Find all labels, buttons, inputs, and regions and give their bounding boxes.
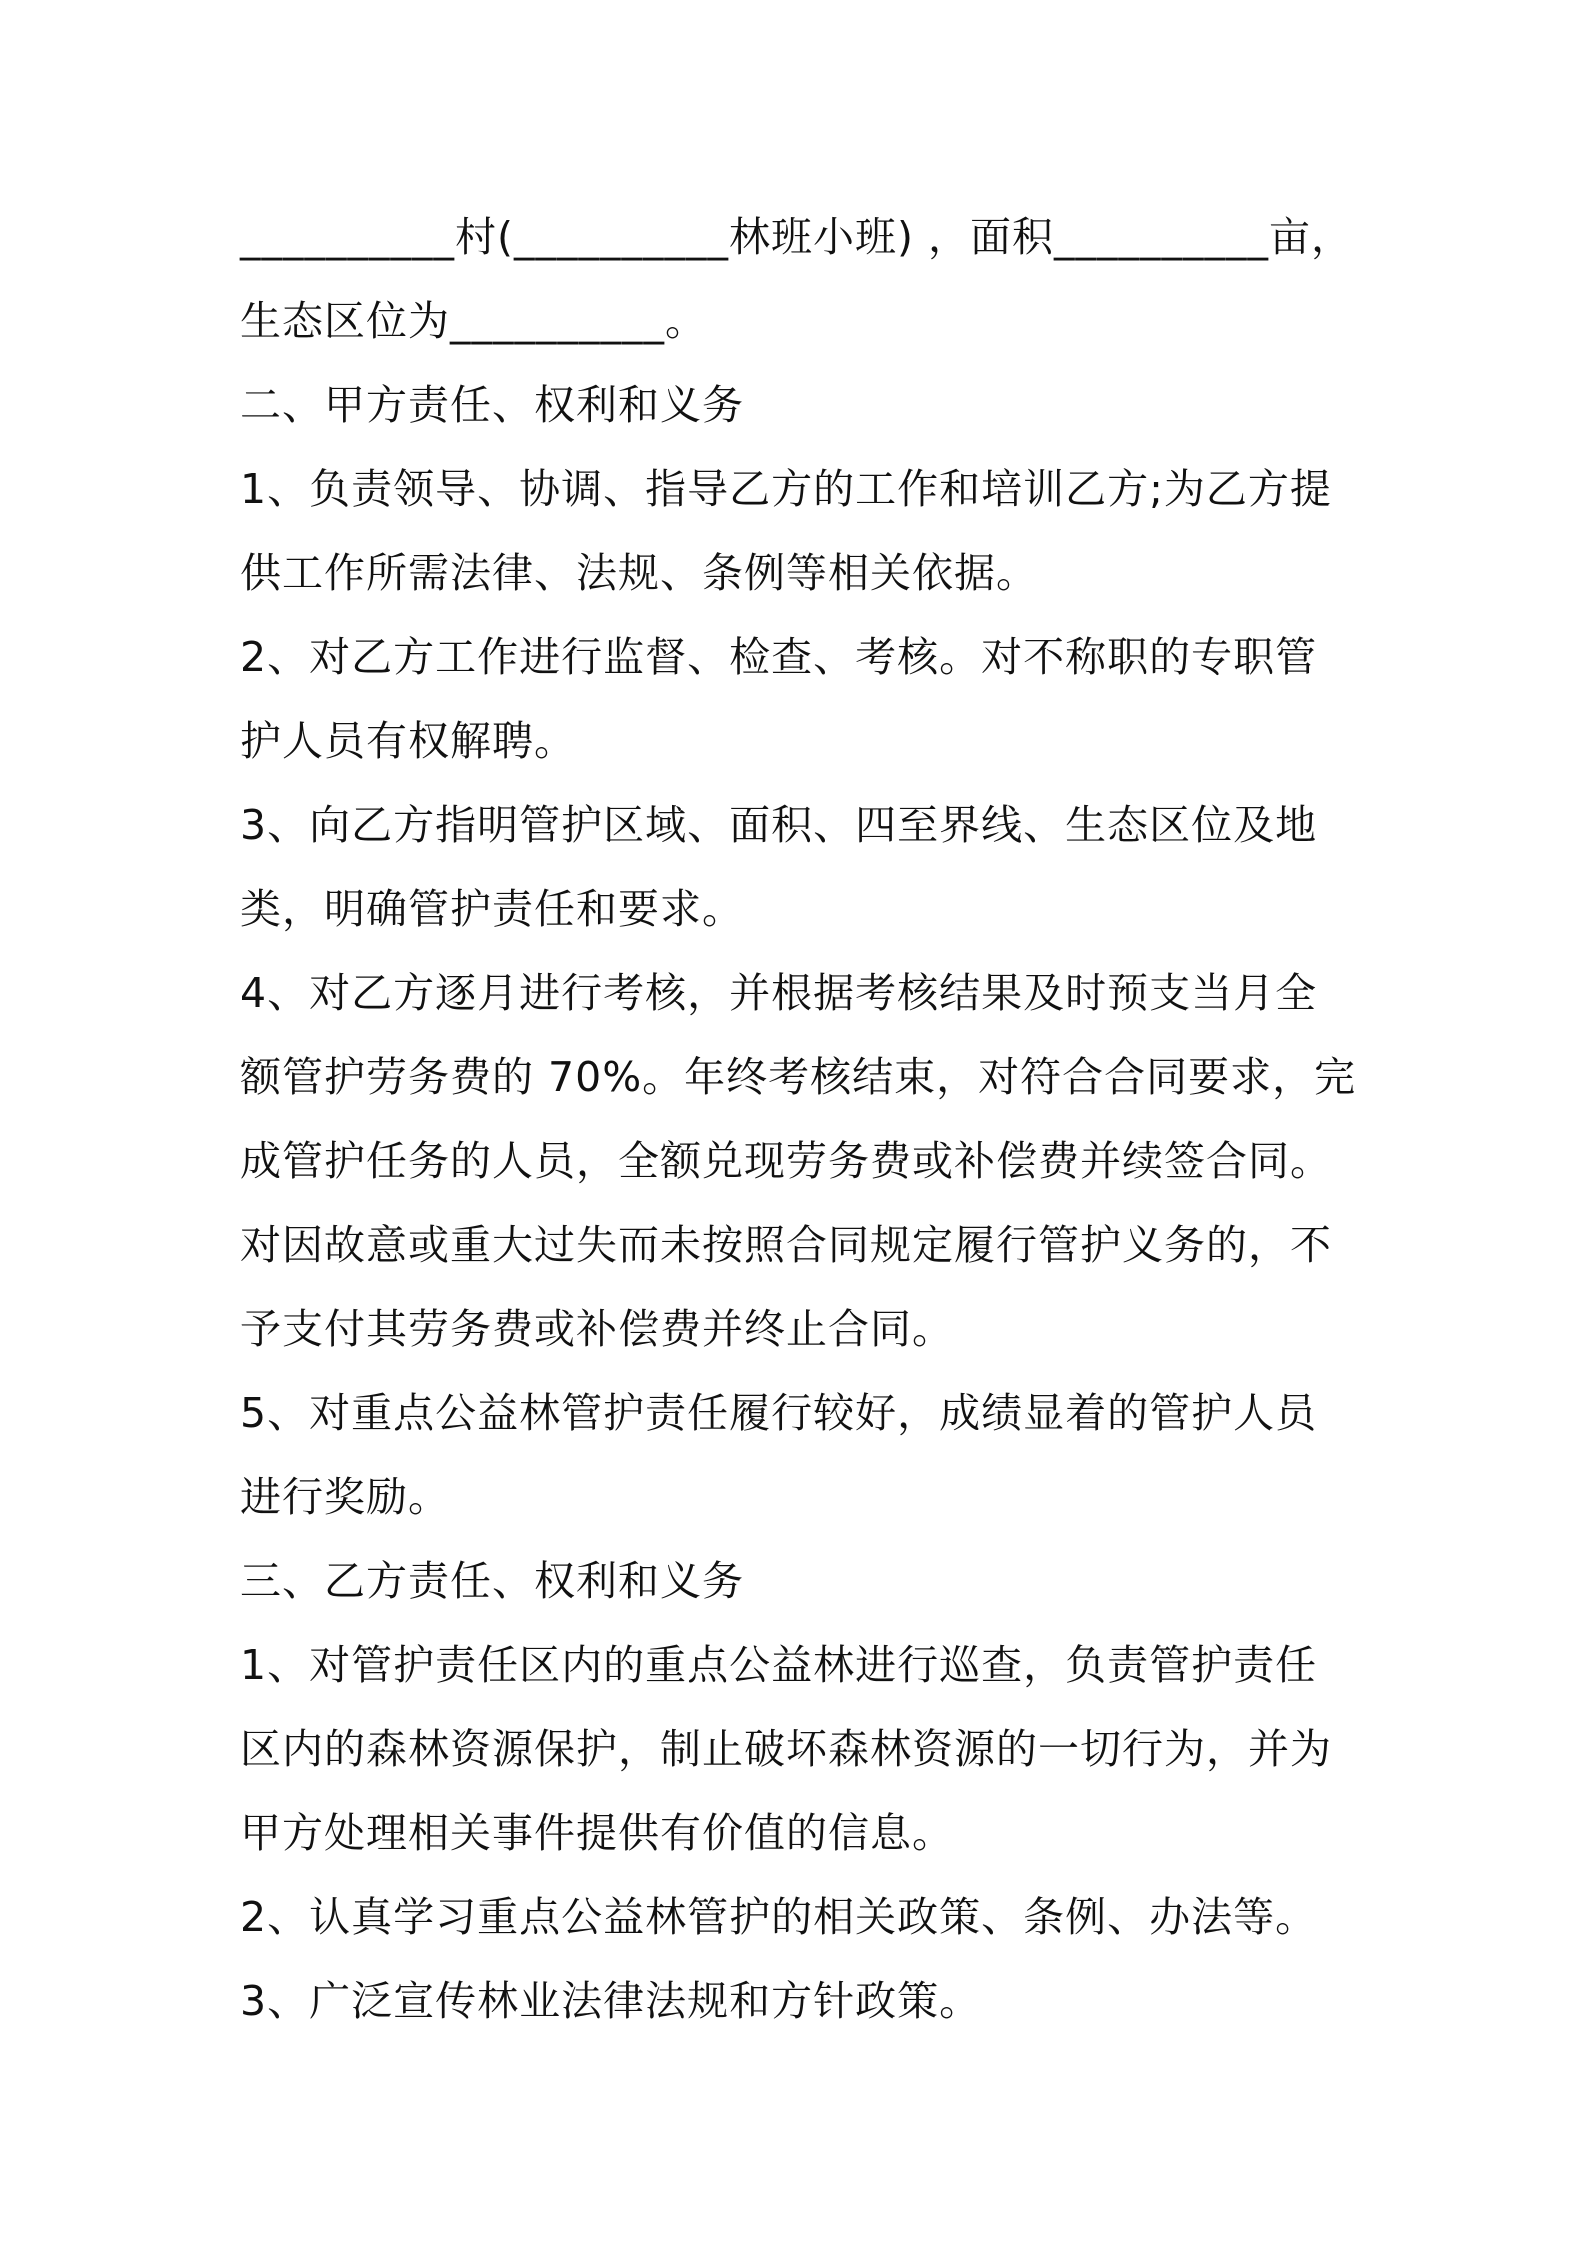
text-line: 护人员有权解聘。: [240, 717, 576, 765]
text-line: 5、对重点公益林管护责任履行较好，成绩显着的管护人员: [240, 1389, 1318, 1437]
text-line: 予支付其劳务费或补偿费并终止合同。: [240, 1305, 954, 1353]
text-line: 甲方处理相关事件提供有价值的信息。: [240, 1809, 954, 1857]
text-line: 2、认真学习重点公益林管护的相关政策、条例、办法等。: [240, 1893, 1318, 1941]
text-line: 1、对管护责任区内的重点公益林进行巡查，负责管护责任: [240, 1641, 1318, 1689]
text-line: 对因故意或重大过失而未按照合同规定履行管护义务的，不: [240, 1221, 1332, 1269]
text-line: 2、对乙方工作进行监督、检查、考核。对不称职的专职管: [240, 633, 1318, 681]
text-line: 成管护任务的人员，全额兑现劳务费或补偿费并续签合同。: [240, 1137, 1332, 1185]
text-line-location: __________村(__________林班小班) ，面积__________亩，: [240, 213, 1354, 261]
text-line-eco-zone: 生态区位为__________。: [240, 297, 707, 345]
text-line: 供工作所需法律、法规、条例等相关依据。: [240, 549, 1038, 597]
text-line: 3、向乙方指明管护区域、面积、四至界线、生态区位及地: [240, 801, 1318, 849]
text-line: 区内的森林资源保护，制止破坏森林资源的一切行为，并为: [240, 1725, 1332, 1773]
text-line: 4、对乙方逐月进行考核，并根据考核结果及时预支当月全: [240, 969, 1318, 1017]
text-line: 3、广泛宣传林业法律法规和方针政策。: [240, 1977, 982, 2025]
text-line: 额管护劳务费的 70%。年终考核结束，对符合合同要求，完: [240, 1053, 1357, 1101]
text-line: 进行奖励。: [240, 1473, 450, 1521]
text-line: 类，明确管护责任和要求。: [240, 885, 744, 933]
text-line: 1、负责领导、协调、指导乙方的工作和培训乙方;为乙方提: [240, 465, 1332, 513]
section-heading-party-b: 三、乙方责任、权利和义务: [240, 1557, 744, 1605]
section-heading-party-a: 二、甲方责任、权利和义务: [240, 381, 744, 429]
document-body: [240, 195, 1360, 2043]
